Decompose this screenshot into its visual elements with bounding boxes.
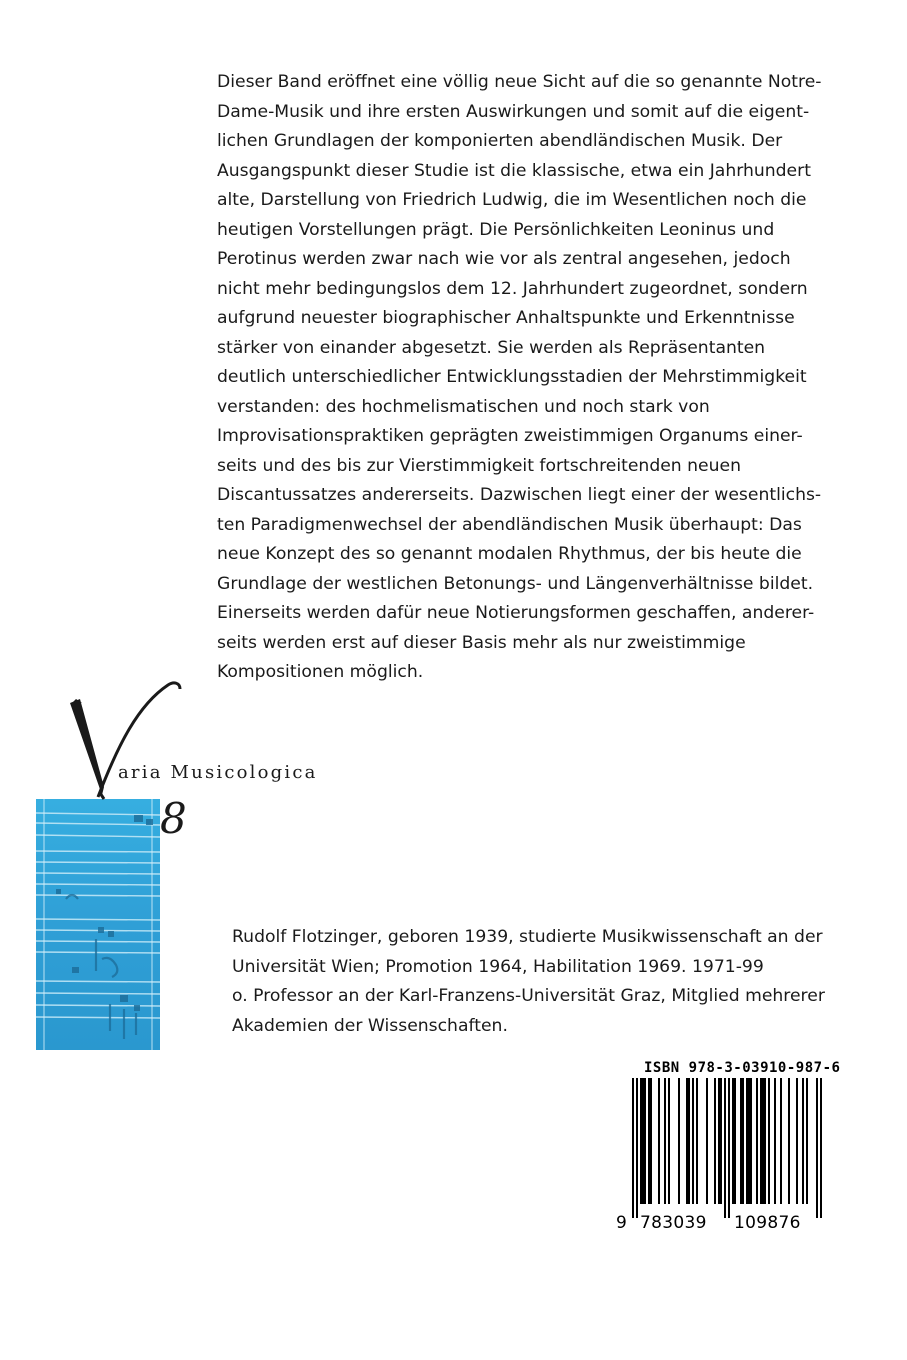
barcode-bar xyxy=(686,1078,688,1204)
description-line: Improvisationspraktiken geprägten zweistimmigen Organums einer- xyxy=(217,426,803,446)
description-line: seits und des bis zur Vierstimmigkeit fortschreitenden neuen xyxy=(217,455,741,476)
barcode-bar xyxy=(760,1078,762,1204)
barcode-bar xyxy=(764,1078,766,1204)
isbn-barcode xyxy=(616,1058,841,1238)
series-volume-number: 8 xyxy=(160,794,187,843)
series-name: aria Musicologica xyxy=(118,762,318,783)
barcode-bar xyxy=(658,1078,660,1204)
barcode-bar xyxy=(802,1078,804,1204)
barcode-bar xyxy=(762,1078,764,1204)
barcode-bar xyxy=(632,1078,634,1218)
description-line: aufgrund neuester biographischer Anhaltspunkte und Erkenntnisse xyxy=(217,308,795,328)
description-line: Einerseits werden dafür neue Notierungsformen geschaffen, anderer- xyxy=(217,603,815,623)
barcode-bar xyxy=(728,1078,730,1218)
barcode-bar xyxy=(816,1078,818,1218)
barcode-bar xyxy=(720,1078,722,1204)
barcode-bar xyxy=(820,1078,822,1218)
barcode-bar xyxy=(636,1078,638,1218)
description-line: lichen Grundlagen der komponierten abendländischen Musik. Der xyxy=(217,131,783,151)
author-bio-line: Akademien der Wissenschaften. xyxy=(232,1015,508,1036)
barcode-bar xyxy=(734,1078,736,1204)
barcode-bar xyxy=(696,1078,698,1204)
barcode-bar xyxy=(756,1078,758,1204)
barcode-bar xyxy=(748,1078,750,1204)
description-line: Dieser Band eröffnet eine völlig neue Sicht auf die so genannte Notre- xyxy=(217,72,822,92)
barcode-bar xyxy=(724,1078,726,1218)
barcode-bar xyxy=(668,1078,670,1204)
description-line: Ausgangspunkt dieser Studie ist die klassische, etwa ein Jahrhundert xyxy=(217,160,811,181)
barcode-bar xyxy=(692,1078,694,1204)
series-title xyxy=(118,762,318,783)
description-line: neue Konzept des so genannt modalen Rhythmus, der bis heute die xyxy=(217,544,802,564)
description-line: deutlich unterschiedlicher Entwicklungsstadien der Mehrstimmigkeit xyxy=(217,367,807,387)
description-line: ten Paradigmenwechsel der abendländischen Musik überhaupt: Das xyxy=(217,514,802,535)
description-line: Grundlage der westlichen Betonungs- und Längenverhältnisse bildet. xyxy=(217,573,814,594)
barcode-bar xyxy=(768,1078,770,1204)
author-bio-line: Universität Wien; Promotion 1964, Habilitation 1969. 1971-99 xyxy=(232,956,764,977)
author-bio-line: Rudolf Flotzinger, geboren 1939, studierte Musikwissenschaft an der xyxy=(232,927,823,947)
barcode-bar xyxy=(774,1078,776,1204)
barcode-bar xyxy=(750,1078,752,1204)
barcode-bar xyxy=(640,1078,642,1204)
description-line: heutigen Vorstellungen prägt. Die Persönlichkeiten Leoninus und xyxy=(217,219,775,240)
description-line: Kompositionen möglich. xyxy=(217,662,424,682)
description-line: Perotinus werden zwar nach wie vor als zentral angesehen, jedoch xyxy=(217,249,791,269)
barcode-bar xyxy=(796,1078,798,1204)
description-line: Dame-Musik und ihre ersten Auswirkungen und somit auf die eigent- xyxy=(217,101,810,122)
isbn-label: ISBN 978-3-03910-987-6 xyxy=(644,1060,841,1076)
barcode-bar xyxy=(644,1078,646,1204)
description-line: Discantussatzes andererseits. Dazwischen liegt einer der wesentlichs- xyxy=(217,485,822,505)
description-line: nicht mehr bedingungslos dem 12. Jahrhundert zugeordnet, sondern xyxy=(217,278,808,299)
ean-right-group: 109876 xyxy=(734,1213,801,1233)
description-line: verstanden: des hochmelismatischen und noch stark von xyxy=(217,396,710,417)
barcode-bar xyxy=(706,1078,708,1204)
barcode-bar xyxy=(650,1078,652,1204)
barcode-bar xyxy=(788,1078,790,1204)
author-bio xyxy=(232,923,852,1041)
description-line: alte, Darstellung von Friedrich Ludwig, die im Wesentlichen noch die xyxy=(217,190,807,210)
barcode-bar xyxy=(688,1078,690,1204)
barcode-bar xyxy=(732,1078,734,1204)
barcode-bar xyxy=(664,1078,666,1204)
barcode-bar xyxy=(806,1078,808,1204)
barcode-bar xyxy=(746,1078,748,1204)
barcode-bar xyxy=(742,1078,744,1204)
barcode-bar xyxy=(740,1078,742,1204)
author-bio-line: o. Professor an der Karl-Franzens-Universität Graz, Mitglied mehrerer xyxy=(232,986,825,1006)
book-description xyxy=(217,68,827,688)
barcode-bar xyxy=(648,1078,650,1204)
barcode-bar xyxy=(718,1078,720,1204)
ean-left-group: 783039 xyxy=(640,1213,707,1233)
manuscript-image xyxy=(36,799,160,1050)
ean-first-digit: 9 xyxy=(616,1213,627,1233)
barcode-bar xyxy=(714,1078,716,1204)
barcode-bar xyxy=(678,1078,680,1204)
barcode-bar xyxy=(642,1078,644,1204)
description-line: seits werden erst auf dieser Basis mehr als nur zweistimmige xyxy=(217,632,746,653)
description-line: stärker von einander abgesetzt. Sie werden als Repräsentanten xyxy=(217,337,766,358)
barcode-bar xyxy=(780,1078,782,1204)
